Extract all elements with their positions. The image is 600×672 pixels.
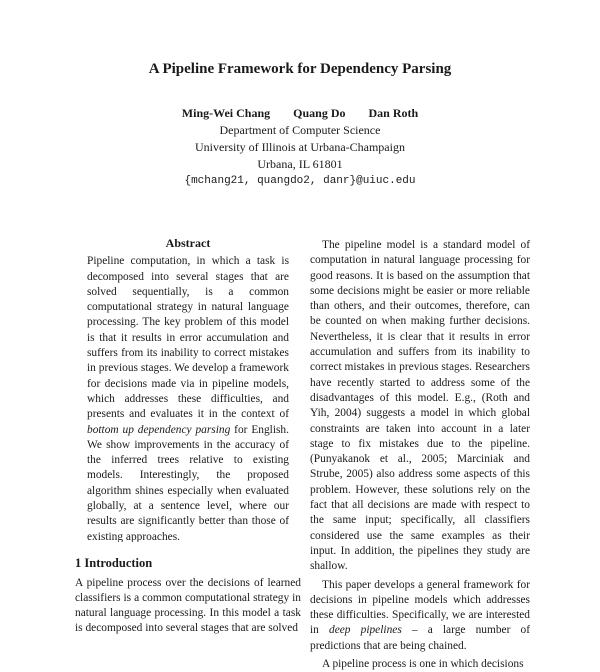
intro-paragraph: A pipeline process over the decisions of learned classifiers is a common computational strategy in natural language processing. In this model a task is decomposed into several stages that are solved <box>75 576 301 635</box>
author-emails: {mchang21, quangdo2, danr}@uiuc.edu <box>184 175 416 187</box>
author-name: Dan Roth <box>368 106 419 120</box>
section-heading-introduction: 1 Introduction <box>75 556 153 571</box>
left-column <box>75 236 301 637</box>
abstract-text-part: for English. We show improvements in the accuracy of the inferred trees relative to existing models. Interestingly, the proposed algorithm shines especially when evaluated globally, at a sentence level, where our results are significantly better than those of existing approaches. <box>87 423 289 543</box>
paper-title: A Pipeline Framework for Dependency Parsing <box>148 61 452 77</box>
author-name: Quang Do <box>293 106 346 120</box>
body-paragraph: The pipeline model is a standard model of computation in natural language processing for good reasons. It is based on the assumption that some decisions might be easier or more reliable than others, and their outcomes, therefore, can be counted on when making further decisions. Nevertheless, it is clear that it results in error accumulation and suffers from its inability to correct mistakes in previous stages. Researchers have recently started to address some of the disadvantages of this model. E.g., (Roth and Yih, 2004) suggests a model in which global constraints are taken into account in a later stage to fix mistakes due to the pipeline. (Punyakanok et al., 2005; Marciniak and Strube, 2005) also address some aspects of this problem. However, these solutions rely on the fact that all decisions are made with respect to the same input; specifically, all classifiers considered use the same examples as their input. In addition, the pipelines they study are shallow. <box>310 239 530 573</box>
affiliation-department: Department of Computer Science <box>219 123 381 137</box>
abstract-text <box>75 254 301 542</box>
author-name: Ming-Wei Chang <box>181 106 271 120</box>
author-names <box>0 105 600 122</box>
body-text-part: – a large number of predictions that are being chained. <box>310 624 530 652</box>
abstract-heading: Abstract <box>165 236 211 250</box>
right-column <box>310 238 530 672</box>
abstract-emphasis: bottom up dependency parsing <box>87 423 231 436</box>
body-emphasis: deep pipelines <box>329 624 402 637</box>
body-paragraph: A pipeline process is one in which decisions <box>322 658 524 671</box>
author-block <box>0 105 600 190</box>
abstract-text-part: Pipeline computation, in which a task is decomposed into several stages that are solved sequentially, is a common computational strategy in natural language processing. The key problem of this model is that it results in error accumulation and suffers from its inability to correct mistakes in previous stages. We develop a framework for decisions made via in pipeline models, which addresses these difficulties, and presents and evaluates it in the context of <box>87 255 289 421</box>
body-paragraph <box>310 578 530 654</box>
affiliation-university: University of Illinois at Urbana-Champaign <box>195 140 405 154</box>
affiliation-city: Urbana, IL 61801 <box>257 157 343 171</box>
body-text-part: This paper develops a general framework for decisions in pipeline models which addresses these difficulties. Specifically, we are interested in <box>310 578 530 637</box>
